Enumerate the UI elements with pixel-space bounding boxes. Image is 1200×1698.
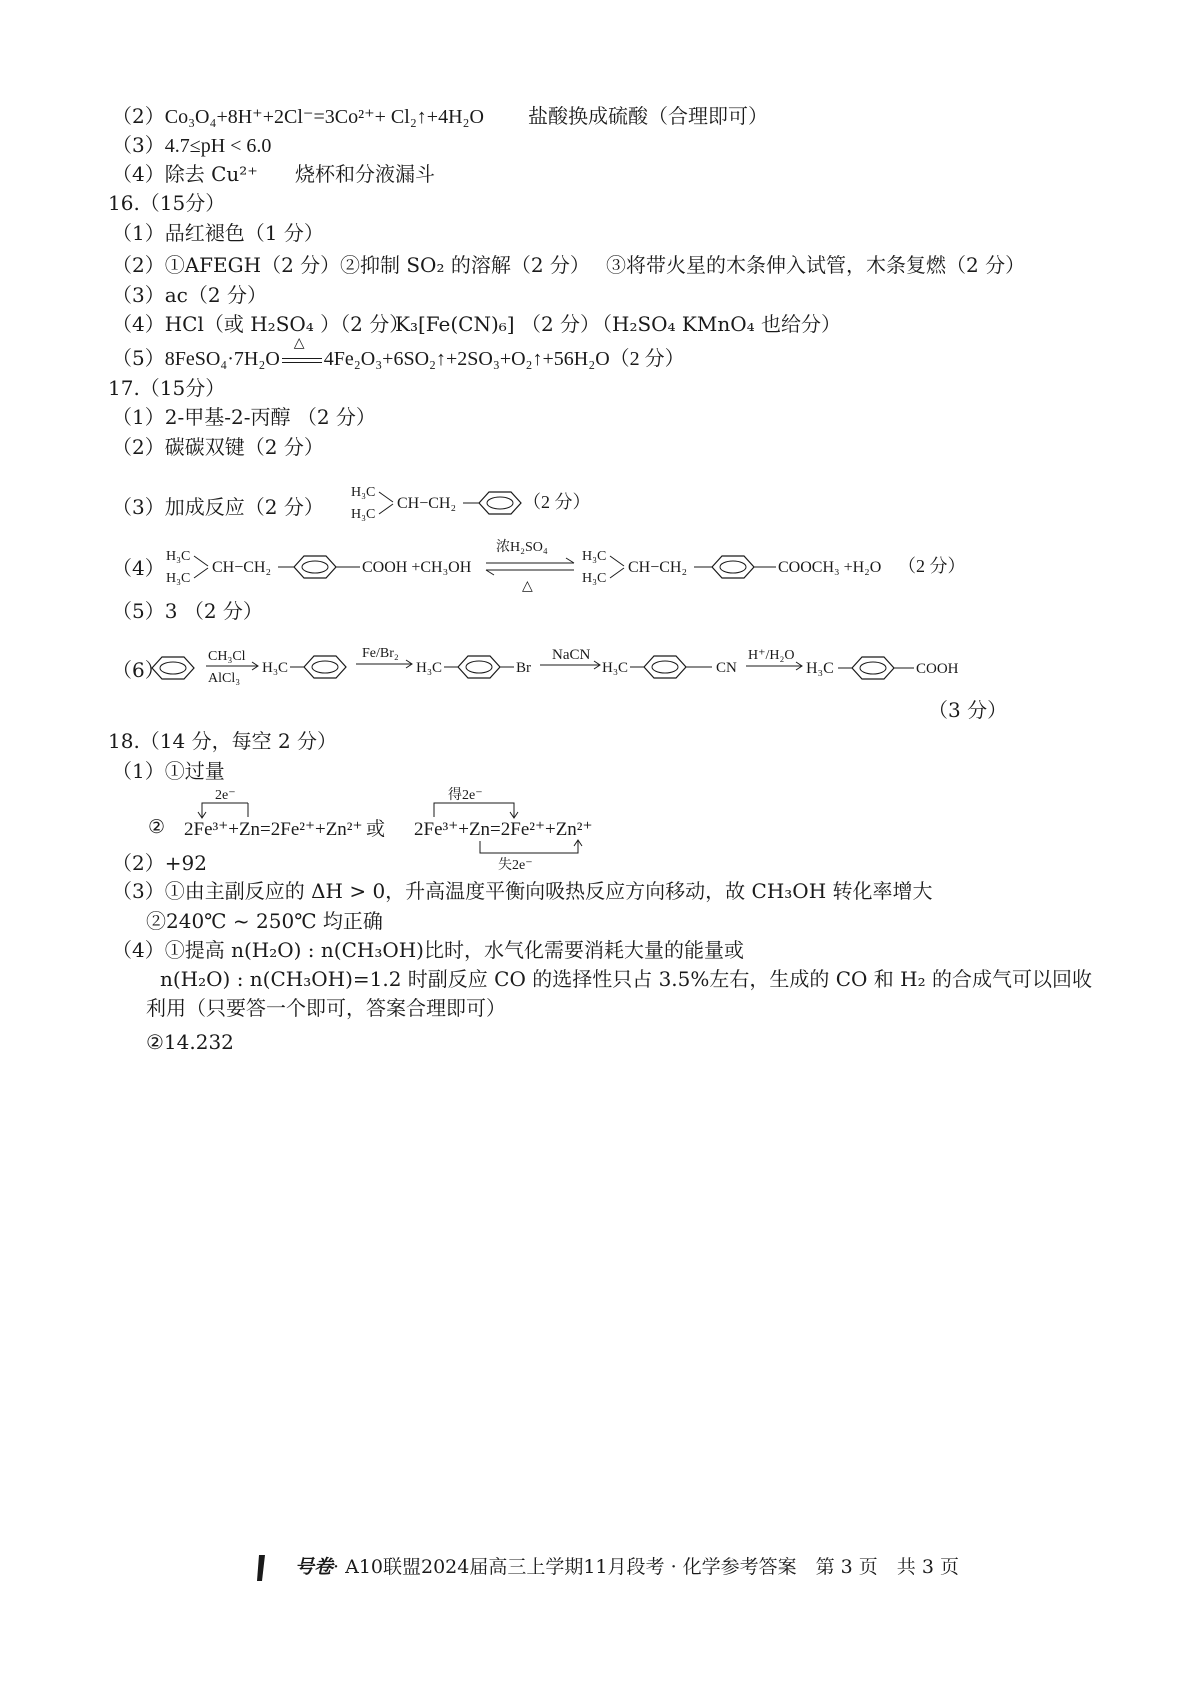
q18-title: 18.（14 分，每空 2 分） xyxy=(108,729,338,753)
brand-name: 号卷 xyxy=(295,1556,334,1578)
svg-text:（2 分）: （2 分） xyxy=(523,492,591,512)
svg-text:H₃C: H₃C xyxy=(582,571,607,586)
chain: CH−CH₂ xyxy=(397,495,457,512)
electron-arrow-icon xyxy=(202,803,248,817)
svg-text:COOCH₃ +H₂O: COOCH₃ +H₂O xyxy=(778,559,882,576)
q17-part1: （1）2-甲基-2-丙醇 （2 分） xyxy=(112,405,376,429)
q16-part4-c: （H₂SO₄ KMnO₄ 也给分） xyxy=(592,312,842,336)
q16-part4: （4）HCl（或 H₂SO₄ ）（2 分） xyxy=(112,312,410,336)
svg-text:△: △ xyxy=(522,579,533,594)
benzene-ring-icon xyxy=(304,656,346,678)
brand-logo xyxy=(255,1553,295,1583)
q16-part4-b: K₃[Fe(CN)₆] （2 分） xyxy=(395,312,601,336)
q17-part4: （4） xyxy=(112,556,165,580)
q18-part3-b: ②240℃ ~ 250℃ 均正确 xyxy=(146,909,383,933)
q17-part3-structure xyxy=(345,478,605,528)
q17-part2: （2）碳碳双键（2 分） xyxy=(112,435,324,459)
svg-text:AlCl₃: AlCl₃ xyxy=(208,671,241,686)
svg-text:H₃C: H₃C xyxy=(416,660,443,676)
svg-text:得2e⁻: 得2e⁻ xyxy=(448,788,483,803)
svg-text:H₃C: H₃C xyxy=(166,571,191,586)
svg-text:CN: CN xyxy=(716,660,737,676)
q18-part1-electron-transfer xyxy=(140,785,620,875)
footer-text: · A10联盟2024届高三上学期11月段考 · 化学参考答案 第 3 页 共 3 页 xyxy=(333,1556,959,1578)
q18-part2: （2）+92 xyxy=(112,851,207,875)
methyl-top: H₃C xyxy=(351,485,376,500)
benzene-ring-icon xyxy=(712,556,754,578)
benzene-ring-icon xyxy=(644,656,686,678)
benzene-ring-icon xyxy=(852,657,894,679)
q17-part6-synthesis-route xyxy=(150,640,990,690)
electron-lose-arrow-icon xyxy=(480,841,578,853)
svg-text:2Fe³⁺+Zn=2Fe²⁺+Zn²⁺: 2Fe³⁺+Zn=2Fe²⁺+Zn²⁺ xyxy=(414,819,593,840)
q17-part4-equation xyxy=(160,535,1020,595)
svg-text:H⁺/H₂O: H⁺/H₂O xyxy=(748,648,795,663)
q15-part4-b: 烧杯和分液漏斗 xyxy=(295,162,435,186)
q18-part4-a3: 利用（只要答一个即可，答案合理即可） xyxy=(146,996,506,1020)
q16-part2: （2）①AFEGH（2 分） xyxy=(112,253,341,277)
q18-part1: （1）①过量 xyxy=(112,759,225,783)
svg-text:CH−CH₂: CH−CH₂ xyxy=(628,559,688,576)
q18-part4-b: ②14.232 xyxy=(146,1030,234,1054)
q17-title: 17.（15分） xyxy=(108,376,226,400)
q15-part2: （2）Co₃O₄+8H⁺+2Cl⁻=3Co²⁺+ Cl₂↑+4H₂O xyxy=(112,104,484,128)
q16-part2-c: ③将带火星的木条伸入试管，木条复燃（2 分） xyxy=(606,253,1026,277)
benzene-ring-icon xyxy=(479,492,521,514)
benzene-ring-icon xyxy=(458,656,500,678)
electron-gain-arrow-icon xyxy=(434,803,514,817)
svg-text:失2e⁻: 失2e⁻ xyxy=(498,858,533,873)
q16-title: 16.（15分） xyxy=(108,191,226,215)
q16-part3: （3）ac（2 分） xyxy=(112,283,267,307)
q15-part2-equation: Co₃O₄+8H⁺+2Cl⁻=3Co²⁺+ Cl₂↑+4H₂O xyxy=(164,106,484,128)
q18-part4: （4）①提高 n(H₂O) : n(CH₃OH)比时，水气化需要消耗大量的能量或 xyxy=(112,938,744,962)
q16-part1: （1）品红褪色（1 分） xyxy=(112,221,324,245)
q15-part4: （4）除去 Cu²⁺ xyxy=(112,162,258,186)
svg-text:②: ② xyxy=(148,817,166,838)
svg-text:Br: Br xyxy=(516,660,531,676)
svg-text:NaCN: NaCN xyxy=(552,647,591,663)
q18-part4-a2: n(H₂O) : n(CH₃OH)=1.2 时副反应 CO 的选择性只占 3.5%左右，生成的 CO 和 H₂ 的合成气可以回收 xyxy=(160,967,1092,991)
q15-part3: （3）4.7≤pH < 6.0 xyxy=(112,133,272,157)
svg-text:H₃C: H₃C xyxy=(166,549,191,564)
methyl-bottom: H₃C xyxy=(351,507,376,522)
q15-part2-note: 盐酸换成硫酸（合理即可） xyxy=(528,104,768,128)
svg-text:2e⁻: 2e⁻ xyxy=(215,788,236,803)
svg-text:COOH: COOH xyxy=(916,661,959,677)
svg-text:2Fe³⁺+Zn=2Fe²⁺+Zn²⁺: 2Fe³⁺+Zn=2Fe²⁺+Zn²⁺ xyxy=(184,819,363,840)
svg-text:H₃C: H₃C xyxy=(262,660,289,676)
svg-text:Fe/Br₂: Fe/Br₂ xyxy=(362,646,399,661)
q16-part2-b: ②抑制 SO₂ 的溶解（2 分） xyxy=(340,253,590,277)
q17-part6-score: （3 分） xyxy=(928,698,1008,722)
svg-text:H₃C: H₃C xyxy=(806,660,834,677)
svg-text:或: 或 xyxy=(366,819,386,840)
benzene-ring-icon xyxy=(152,657,194,679)
benzene-ring-icon xyxy=(294,556,336,578)
svg-text:H₃C: H₃C xyxy=(582,549,607,564)
q17-part6: （6） xyxy=(112,658,165,682)
page-footer xyxy=(255,1552,959,1583)
svg-text:H₃C: H₃C xyxy=(602,660,629,676)
heat-equal-sign: △ xyxy=(280,350,324,370)
svg-text:（2 分）: （2 分） xyxy=(898,556,966,576)
svg-text:COOH +CH₃OH: COOH +CH₃OH xyxy=(362,559,472,576)
q18-part3: （3）①由主副反应的 ΔH > 0，升高温度平衡向吸热反应方向移动，故 CH₃OH 转化率增大 xyxy=(112,879,933,903)
svg-text:CH−CH₂: CH−CH₂ xyxy=(212,559,272,576)
q16-part5: （5）8FeSO₄·7H₂O △ 4Fe₂O₃+6SO₂↑+2SO₃+O₂↑+56H₂O（2 分） xyxy=(112,334,685,370)
q17-part5: （5）3 （2 分） xyxy=(112,599,263,623)
svg-text:CH₃Cl: CH₃Cl xyxy=(208,649,246,664)
equilibrium-arrow-icon xyxy=(486,558,574,575)
svg-text:浓H₂SO₄: 浓H₂SO₄ xyxy=(496,540,548,555)
q17-part3: （3）加成反应（2 分） xyxy=(112,495,324,519)
